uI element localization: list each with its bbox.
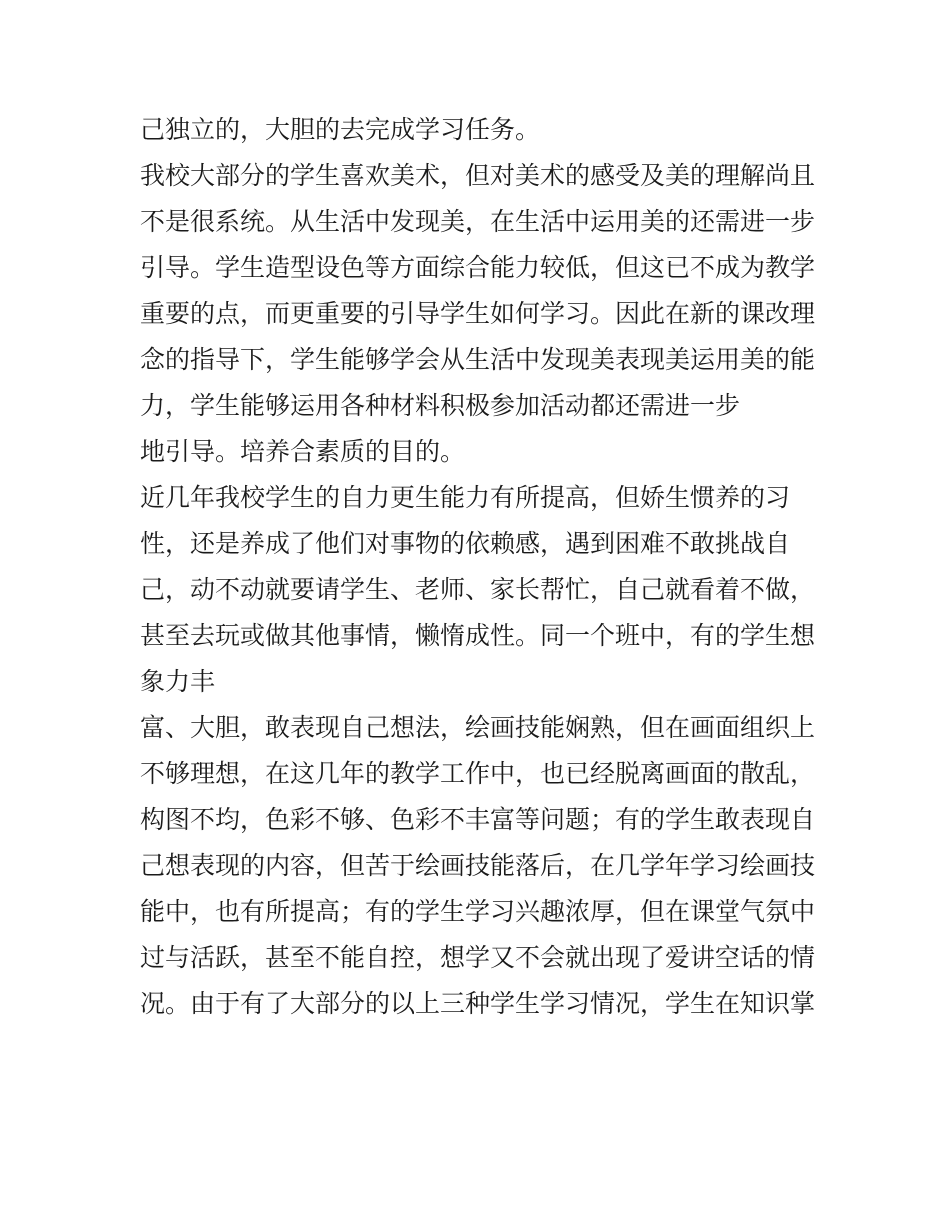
text-line: 我校大部分的学生喜欢美术，但对美术的感受及美的理解尚且: [140, 161, 816, 190]
text-line: 不够理想，在这几年的教学工作中，也已经脱离画面的散乱，: [140, 759, 816, 788]
text-line: 能中，也有所提高；有的学生学习兴趣浓厚，但在课堂气氛中: [140, 897, 816, 926]
text-line: 甚至去玩或做其他事情，懒惰成性。同一个班中，有的学生想: [140, 621, 816, 650]
text-line: 己，动不动就要请学生、老师、家长帮忙，自己就看着不做，: [140, 575, 816, 604]
text-line: 力，学生能够运用各种材料积极参加活动都还需进一步: [140, 391, 741, 420]
text-line: 性，还是养成了他们对事物的依赖感，遇到困难不敢挑战自: [140, 529, 791, 558]
text-line: 构图不均，色彩不够、色彩不丰富等问题；有的学生敢表现自: [140, 805, 816, 834]
text-line: 念的指导下，学生能够学会从生活中发现美表现美运用美的能: [140, 345, 816, 374]
text-line: 引导。学生造型设色等方面综合能力较低，但这已不成为教学: [140, 253, 816, 282]
text-line: 过与活跃，甚至不能自控，想学又不会就出现了爱讲空话的情: [140, 943, 816, 972]
text-line: 己独立的，大胆的去完成学习任务。: [140, 115, 541, 144]
text-line: 己想表现的内容，但苦于绘画技能落后，在几学年学习绘画技: [140, 851, 816, 880]
text-line: 近几年我校学生的自力更生能力有所提高，但娇生惯养的习: [140, 483, 791, 512]
text-line: 况。由于有了大部分的以上三种学生学习情况，学生在知识掌: [140, 989, 816, 1018]
text-line: 地引导。培养合素质的目的。: [140, 437, 466, 466]
text-line: 富、大胆，敢表现自己想法，绘画技能娴熟，但在画面组织上: [140, 713, 816, 742]
text-line: 象力丰: [140, 667, 216, 696]
text-line: 重要的点，而更重要的引导学生如何学习。因此在新的课改理: [140, 299, 816, 328]
body-text: [140, 107, 820, 1027]
text-line: 不是很系统。从生活中发现美，在生活中运用美的还需进一步: [140, 207, 816, 236]
